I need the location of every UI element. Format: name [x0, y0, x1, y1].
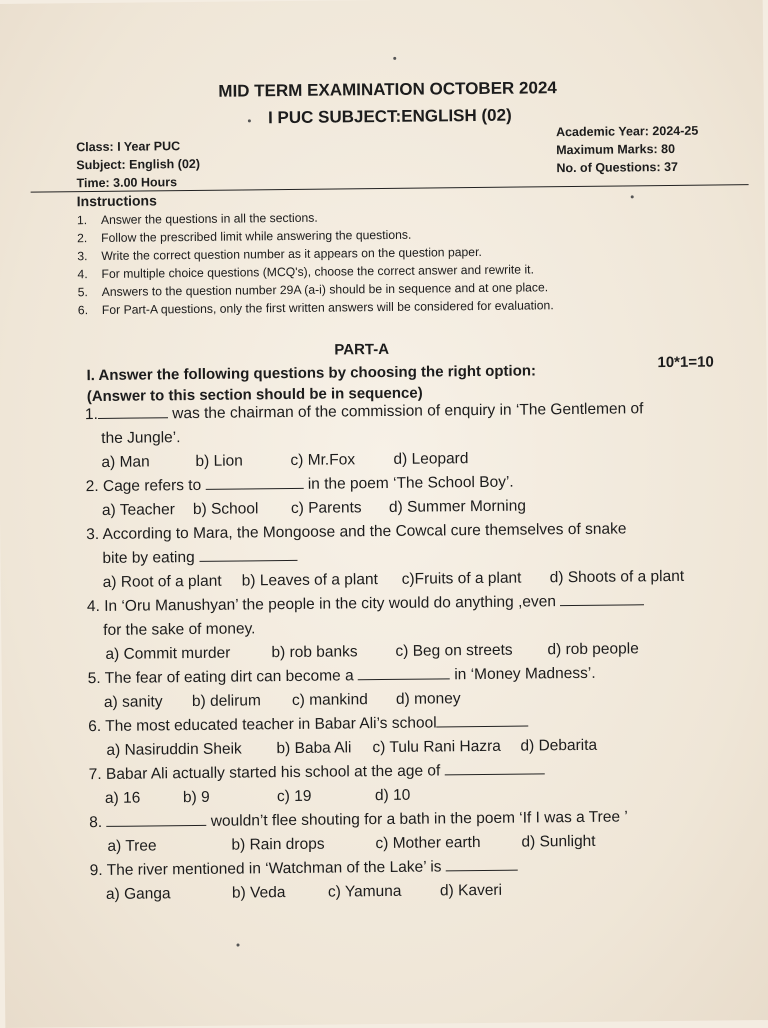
option: b) Lion [195, 452, 243, 470]
option: d) rob people [547, 640, 639, 659]
option: d) money [395, 690, 461, 708]
option: b) School [192, 500, 259, 518]
instruction-item: 6. For Part-A questions, only the first written answers will be considered for evaluation. [77, 298, 554, 318]
instructions-list [77, 204, 718, 319]
option: a) Teacher [101, 501, 176, 519]
section-note: (Answer to this section should be in sequence) [86, 384, 423, 406]
paper-speck [248, 119, 251, 122]
question-5: 5. The fear of eating dirt can become a in ‘Money Madness’. [87, 664, 596, 688]
option: c) Yamuna [327, 882, 402, 901]
question-1-continued: the Jungle’. [101, 429, 181, 447]
paper-speck [237, 944, 240, 947]
option: b) delirum [191, 692, 261, 711]
questions [85, 396, 730, 907]
option: c) Parents [290, 499, 362, 517]
instruction-item: 3. Write the correct question number as it appears on the question paper. [77, 244, 482, 264]
option: b) Leaves of a plant [241, 571, 378, 590]
question-count-label: No. of Questions: 37 [556, 159, 679, 176]
option: d) Debarita [520, 736, 598, 755]
question-4-continued: for the sake of money. [103, 620, 256, 639]
option: a) Tree [107, 837, 157, 855]
answer-blank [106, 811, 206, 827]
section-marks: 10*1=10 [657, 353, 714, 372]
question-4: 4. In ‘Oru Manushyan’ the people in the city would do anything ,even [87, 588, 727, 619]
option: d) Sunlight [521, 832, 596, 851]
exam-subtitle: I PUC SUBJECT:ENGLISH (02) [267, 105, 512, 128]
question-1: 1. was the chairman of the commission of enquiry in ‘The Gentlemen of [84, 400, 644, 424]
option: c) mankind [291, 691, 368, 709]
option: a) Ganga [105, 885, 171, 903]
academic-year-label: Academic Year: 2024-25 [555, 123, 699, 140]
answer-blank [444, 759, 544, 775]
option: c) Mr.Fox [290, 451, 356, 469]
option: c) Tulu Rani Hazra [372, 737, 501, 757]
option: c) 19 [276, 787, 312, 806]
question-3: 3. According to Mara, the Mongoose and the Cowcal cure themselves of snake [86, 520, 627, 544]
option: d) Shoots of a plant [549, 567, 685, 587]
option: b) rob banks [271, 643, 358, 662]
option: d) Leopard [393, 450, 469, 468]
paper-speck [631, 195, 634, 198]
option: a) sanity [103, 693, 163, 711]
part-a-heading: PART-A [334, 340, 390, 359]
instruction-item: 2. Follow the prescribed limit while answering the questions. [77, 227, 412, 246]
answer-blank [205, 474, 303, 490]
answer-blank [98, 403, 168, 419]
answer-blank [446, 856, 518, 872]
option: d) Kaveri [439, 881, 503, 900]
option: d) 10 [374, 786, 411, 805]
option: b) 9 [182, 788, 210, 807]
instruction-item: 4. For multiple choice questions (MCQ's), choose the correct answer and rewrite it. [77, 262, 534, 282]
option: a) 16 [104, 789, 141, 807]
option: c) Beg on streets [395, 641, 513, 660]
question-9: 9. The river mentioned in ‘Watchman of the Lake’ is [90, 852, 730, 883]
question-3-continued: bite by eating [86, 540, 726, 571]
time-label: Time: 3.00 Hours [76, 175, 178, 191]
exam-meta-right [556, 122, 699, 177]
question-8: 8. wouldn’t flee shouting for a bath in the poem ‘If I was a Tree ’ [89, 808, 628, 832]
instructions-heading: Instructions [76, 192, 157, 210]
option: a) Root of a plant [102, 572, 222, 591]
answer-blank [436, 711, 528, 727]
option: a) Nasiruddin Sheik [106, 740, 242, 759]
instruction-item: 1. Answer the questions in all the sections. [76, 210, 318, 228]
option: b) Baba Ali [276, 739, 352, 758]
option: b) Veda [231, 884, 286, 902]
question-6: 6. The most educated teacher in Babar Ali’s school [88, 708, 728, 739]
answer-blank [199, 546, 297, 562]
subject-label: Subject: English (02) [76, 156, 201, 173]
exam-title: MID TERM EXAMINATION OCTOBER 2024 [218, 78, 557, 101]
option: b) Rain drops [231, 835, 325, 854]
question-7: 7. Babar Ali actually started his school at the age of [89, 756, 729, 787]
max-marks-label: Maximum Marks: 80 [556, 141, 676, 158]
section-instruction: I. Answer the following questions by choosing the right option: [86, 362, 537, 385]
instruction-item: 5. Answers to the question number 29A (a-i) should be in sequence and at one place. [77, 280, 549, 300]
class-label: Class: I Year PUC [76, 139, 181, 155]
option: c) Mother earth [375, 834, 481, 853]
answer-blank [560, 590, 644, 606]
answer-blank [358, 664, 450, 680]
exam-meta-left [76, 137, 200, 192]
option: d) Summer Morning [388, 497, 527, 516]
question-2: 2. Cage refers to in the poem ‘The School Boy’. [85, 473, 514, 496]
option: c)Fruits of a plant [401, 569, 522, 588]
paper-speck [393, 57, 396, 60]
option: a) Commit murder [105, 644, 231, 663]
option: a) Man [101, 453, 150, 471]
